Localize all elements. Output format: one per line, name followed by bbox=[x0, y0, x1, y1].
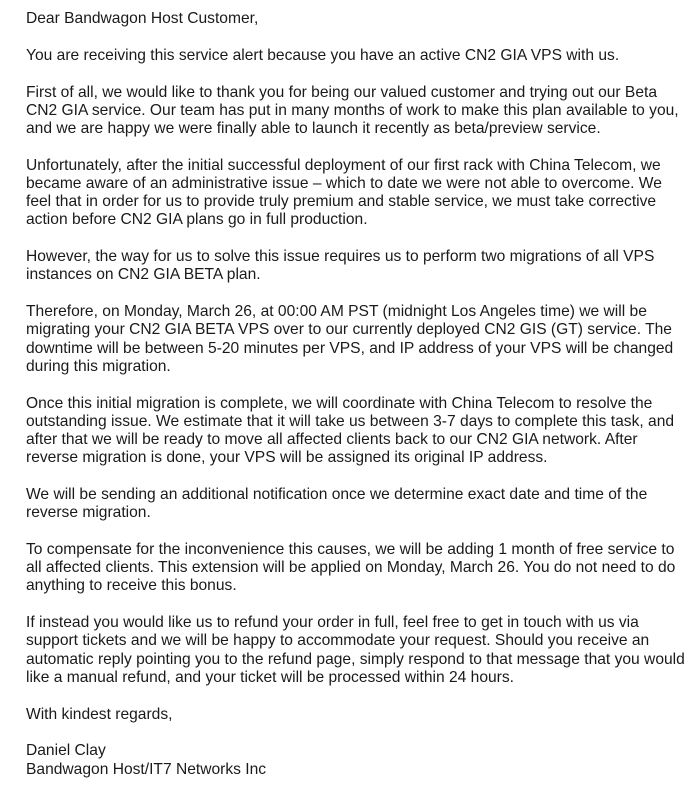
paragraph-notification: We will be sending an additional notification once we determine exact date and time of the reverse migration. bbox=[26, 486, 648, 522]
paragraph-refund: If instead you would like us to refund your order in full, feel free to get in touch with us via support tickets and we will be happy to accommodate your request. Should you receive an automatic reply pointing you to the refund page, simply respond to that message that you would like a manual refund, and your ticket will be processed within 24 hours. bbox=[26, 614, 685, 686]
greeting: Dear Bandwagon Host Customer, bbox=[26, 10, 259, 27]
letter-body bbox=[26, 10, 690, 779]
paragraph-thanks: First of all, we would like to thank you for being our valued customer and trying out our Beta CN2 GIA service. Our team has put in many months of work to make this plan available to you, and we are happy we were finally able to launch it recently as beta/preview service. bbox=[26, 83, 679, 137]
paragraph-resolution: Once this initial migration is complete, we will coordinate with China Telecom to resolve the outstanding issue. We estimate that it will take us between 3-7 days to complete this task, and after that we will be ready to move all affected clients back to our CN2 GIA network. After reverse migration is done, your VPS will be assigned its original IP address. bbox=[26, 394, 675, 467]
signature-company: Bandwagon Host/IT7 Networks Inc bbox=[26, 760, 267, 778]
closing: With kindest regards, bbox=[26, 705, 173, 723]
signature-block bbox=[26, 742, 690, 778]
paragraph-schedule: Therefore, on Monday, March 26, at 00:00 AM PST (midnight Los Angeles time) we will be migrating your CN2 GIA BETA VPS over to our currently deployed CN2 GIS (GT) service. The downtime will be between 5-20 minutes per VPS, and IP address of your VPS will be changed during this migration. bbox=[26, 303, 674, 375]
signature-name: Daniel Clay bbox=[26, 742, 106, 760]
paragraph-intro: You are receiving this service alert because you have an active CN2 GIA VPS with us. bbox=[26, 46, 620, 64]
paragraph-compensation: To compensate for the inconvenience this causes, we will be adding 1 month of free service to all affected clients. This extension will be applied on Monday, March 26. You do not need to do anything to receive this bonus. bbox=[26, 541, 676, 595]
paragraph-issue: Unfortunately, after the initial successful deployment of our first rack with China Telecom, we became aware of an administrative issue – which to date we were not able to overcome. We feel that in order for us to provide truly premium and stable service, we must take corrective action before CN2 GIA plans go in full production. bbox=[26, 156, 662, 229]
paragraph-migrations: However, the way for us to solve this issue requires us to perform two migrations of all VPS instances on CN2 GIA BETA plan. bbox=[26, 248, 655, 284]
